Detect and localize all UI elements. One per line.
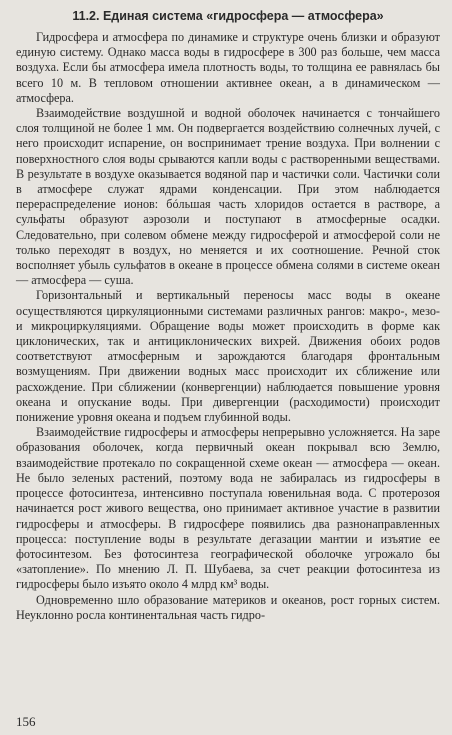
- section-heading: 11.2. Единая система «гидросфера — атмосфера»: [72, 9, 384, 23]
- paragraph-4: Взаимодействие гидросферы и атмосферы непрерывно усложняется. На заре образования оболочек, когда первичный океан покрывал всю Землю, взаимодействие протекало по сокращенной схеме океан — атмосфера — океан. Не было зеленых растений, поэтому вода не забиралась из гидросферы в процессе фотосинтеза, интенсивно поступала ювенильная вода. С протерозоя начинается рост живого вещества, оно принимает активное участие в развитии гидросферы и атмосферы. В гидросфере появились два разнонаправленных процесса: поступление воды в результате дегазации мантии и изъятие ее фотосинтезом. Без фотосинтеза географической оболочке угрожало бы «затопление». По мнению Л. П. Шубаева, за счет реакции фотосинтеза из гидросферы было изъято около 4 млрд км³ воды.: [16, 425, 440, 592]
- page-number: 156: [16, 714, 36, 729]
- paragraph-5: Одновременно шло образование материков и океанов, рост горных систем. Неуклонно росла континентальная часть гидро-: [16, 592, 440, 622]
- paragraph-2: Взаимодействие воздушной и водной оболочек начинается с тончайшего слоя толщиной не более 1 мм. Он подвергается воздействию солнечных лучей, с него происходит испарение, он воспринимает трение воздуха. При волнении с поверхностного слоя воды срываются капли воды с растворенными веществами. В результате в воздухе оказывается водяной пар и частички соли. Частички соли в атмосфере служат ядрами конденсации. При этом наблюдается перераспределение ионов: бóльшая часть хлоридов остается в растворе, а сульфаты образуют аэрозоли и поступают в атмосферные осадки. Следовательно, при солевом обмене между гидросферой и атмосферой соли не только переходят в воздух, но меняется и их соотношение. Речной сток восполняет убыль сульфатов в океане в процессе обмена солями в системе океан — атмосфера — суша.: [16, 106, 440, 288]
- paragraph-1: Гидросфера и атмосфера по динамике и структуре очень близки и образуют единую систему. Однако масса воды в гидросфере в 300 раз больше, чем масса воздуха. Если бы атмосфера имела плотность воды, то толщина ее равнялась бы всего 10 м. В тепловом отношении активнее океан, а в динамическом — атмосфера.: [16, 30, 440, 105]
- paragraph-3: Горизонтальный и вертикальный переносы масс воды в океане осуществляются циркуляционными системами различных рангов: макро-, мезо- и микроциркуляциями. Обращение воды может происходить в форме как циклонических, так и антициклонических вихрей. Движения обоих родов соответствуют атмосферным и зарождаются благодаря фронтальным возмущениям. При движении водных масс происходит их сближение или расхождение. При сближении (конвергенции) наблюдается повышение уровня океана и опускание воды. При дивергенции (расходимости) происходит понижение уровня океана и подъем глубинной воды.: [16, 288, 440, 425]
